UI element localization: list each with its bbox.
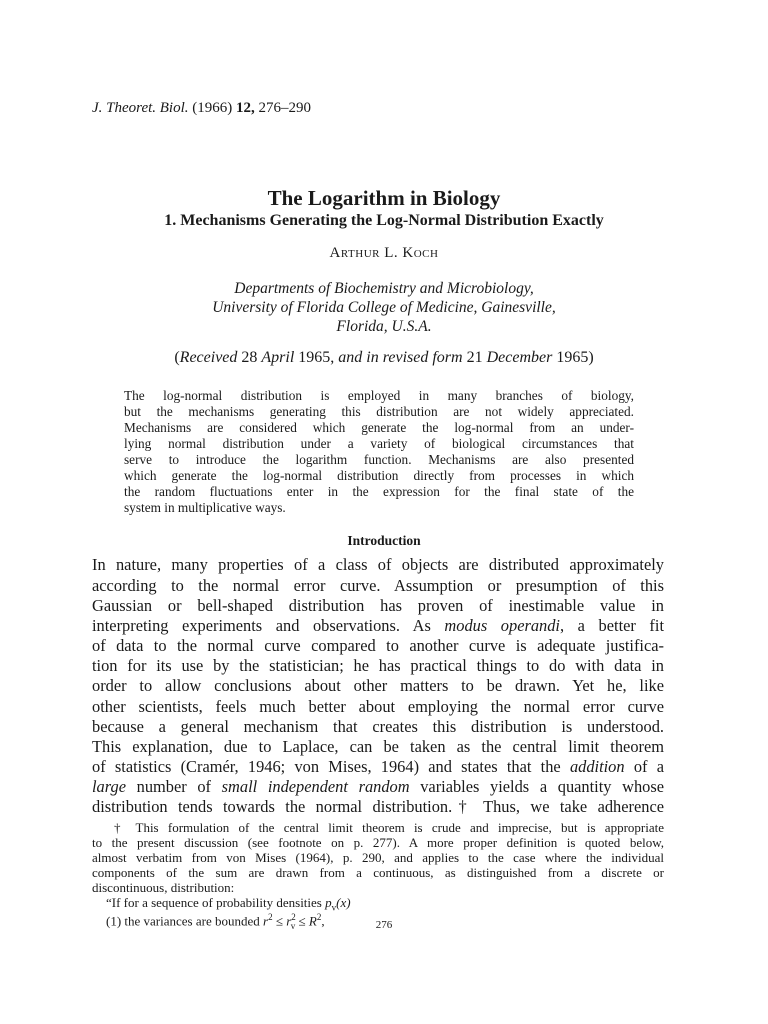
body-line: This explanation, due to Laplace, can be taken as the central limit theorem [92,737,664,756]
received-year: 1965, [298,349,335,366]
revised-day: 21 [466,349,483,366]
abstract-line: lying normal distribution under a variety of biological circumstances that [124,436,634,451]
body-line [92,616,664,636]
body-italic-run: addition [569,757,625,776]
math-symbol: p [325,895,332,910]
body-line: distribution tends towards the normal distribution.† Thus, we take adherence [92,797,664,816]
received-dates [0,349,768,367]
abstract-line: which generate the log-normal distribution directly from processes in which [124,468,634,483]
body-text-run: variables yields a quantity whose [409,777,664,796]
abstract-line: Mechanisms are considered which generate the log-normal from an under- [124,420,634,435]
footnote-line: components of the sum are drawn from a continuous, as distinguished from a discrete or [92,865,664,880]
body-line: other scientists, feels much better about employing the normal error curve [92,697,664,716]
revised-year: 1965) [556,349,594,366]
journal-citation [92,100,311,117]
abstract-line: the random fluctuations enter in the expression for the final state of the [124,484,634,499]
body-line [92,777,664,797]
math-subscript: v [331,902,337,913]
body-line: order to allow conclusions about other matters to be drawn. Yet he, like [92,676,664,695]
body-line: In nature, many properties of a class of objects are distributed approximately [92,555,664,574]
math-symbol: R [308,913,317,929]
body-text-run: of statistics (Cramér, 1946; von Mises, 1964) and states that the [92,757,570,776]
footnote-line: † This formulation of the central limit theorem is crude and imprecise, but is appropriate [114,820,664,835]
body-text-run: number of [126,777,222,796]
journal-year: (1966) [192,100,233,116]
received-open: ( [174,349,180,366]
affiliation-line: Florida, U.S.A. [336,318,432,335]
math-symbol: r [263,913,269,929]
footnote-text-run: “If for a sequence of probability densities [106,895,326,910]
revised-label: and in revised form [338,349,463,366]
abstract-line: The log-normal distribution is employed in many branches of biology, [124,388,634,403]
affiliation-line: Departments of Biochemistry and Microbiology, [234,280,534,297]
body-italic-run: modus operandi [444,616,560,635]
journal-name: J. Theoret. Biol. [92,100,189,116]
article-title: The Logarithm in Biology [267,186,501,210]
footnote-line: almost verbatim from von Mises (1964), p. 290, and applies to the case where the individual [92,850,664,865]
body-text-run: , a better fit [560,616,665,635]
journal-volume: 12, [236,100,255,116]
body-line: because a general mechanism that creates this distribution is understood. [92,717,664,736]
revised-month: December [486,349,553,366]
body-line [92,757,664,777]
received-label: Received [179,349,238,366]
abstract-line: serve to introduce the logarithm function. Mechanisms are also presented [124,452,634,467]
body-line: of data to the normal curve compared to another curve is adequate justifica- [92,636,664,655]
page-number: 276 [375,919,393,931]
body-line: according to the normal error curve. Assumption or presumption of this [92,576,664,595]
body-line: tion for its use by the statistician; he has practical things to do with data in [92,656,664,675]
math-punctuation: , [321,913,325,929]
received-month: April [261,349,295,366]
footnote-line: to the present discussion (see footnote on p. 277). A more proper definition is quoted below, [92,835,664,850]
math-superscript: 2 [291,912,296,922]
body-italic-run: small independent random [221,777,410,796]
math-operator: ≤ [272,913,287,929]
math-argument: (x) [336,895,351,910]
affiliation-line: University of Florida College of Medicine, Gainesville, [212,299,556,316]
article-author: Arthur L. Koch [329,245,439,261]
body-line: Gaussian or bell-shaped distribution has proven of inestimable value in [92,596,664,615]
journal-pages: 276–290 [258,100,312,116]
footnote-line: discontinuous, distribution: [92,880,235,895]
math-symbol: r [286,913,292,929]
body-text-run: of a [624,757,664,776]
math-subscript: v [290,920,296,931]
footnote-text-run: (1) the variances are bounded [106,913,264,929]
math-superscript: 2 [316,912,322,922]
math-superscript: 2 [268,912,273,922]
article-subtitle: 1. Mechanisms Generating the Log-Normal Distribution Exactly [164,212,604,229]
section-heading-introduction: Introduction [347,533,421,548]
abstract-line: but the mechanisms generating this distribution are not widely appreciated. [124,404,634,419]
abstract-line: system in multiplicative ways. [124,500,286,515]
received-day: 28 [241,349,258,366]
body-text-run: interpreting experiments and observations. As [92,616,445,635]
body-italic-run: large [92,777,126,796]
math-operator: ≤ [295,913,309,929]
